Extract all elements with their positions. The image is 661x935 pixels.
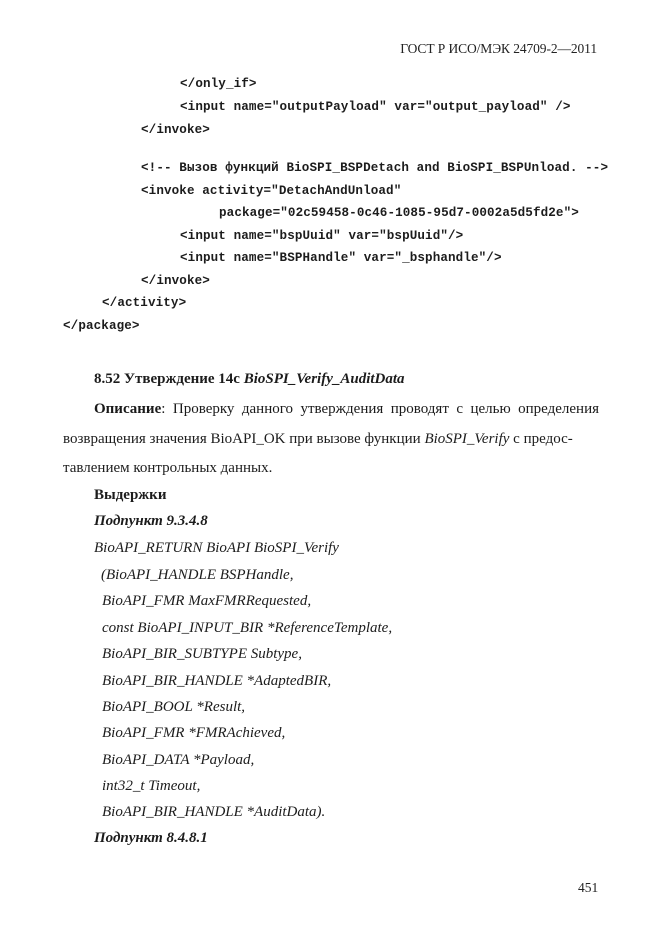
code-line: <invoke activity="DetachAndUnload" — [141, 184, 402, 198]
code-line: </invoke> — [141, 123, 210, 137]
description-text: с предос- — [509, 431, 573, 447]
code-line: package="02c59458-0c46-1085-95d7-0002a5d5fd2e"> — [219, 206, 579, 220]
description-paragraph-line-3: тавлением контрольных данных. — [63, 460, 273, 476]
description-paragraph-line-2 — [63, 430, 599, 448]
code-line: <input name="outputPayload" var="output_payload" /> — [180, 100, 571, 114]
subclause-heading: Подпункт 8.4.8.1 — [94, 830, 208, 846]
description-label: Описание — [94, 401, 162, 417]
description-paragraph-line-1 — [94, 400, 599, 418]
signature-line: BioAPI_FMR *FMRAchieved, — [102, 725, 286, 741]
code-line: <input name="BSPHandle" var="_bsphandle"/> — [180, 251, 502, 265]
signature-line: BioAPI_DATA *Payload, — [102, 752, 255, 768]
function-name: BioSPI_Verify — [424, 431, 510, 447]
signature-line: const BioAPI_INPUT_BIR *ReferenceTemplate, — [102, 620, 393, 636]
signature-line: BioAPI_BIR_HANDLE *AdaptedBIR, — [102, 673, 332, 689]
code-line: <input name="bspUuid" var="bspUuid"/> — [180, 229, 464, 243]
code-comment: <!-- Вызов функций BioSPI_BSPDetach and BioSPI_BSPUnload. --> — [141, 161, 609, 175]
document-header: ГОСТ Р ИСО/МЭК 24709-2—2011 — [400, 41, 597, 56]
signature-line: BioAPI_BIR_SUBTYPE Subtype, — [102, 646, 302, 662]
code-line: </package> — [63, 319, 140, 333]
page-number: 451 — [578, 880, 599, 895]
section-number: 8.52 — [94, 371, 121, 387]
signature-line: BioAPI_RETURN BioAPI BioSPI_Verify — [94, 540, 339, 556]
code-line: </only_if> — [180, 77, 257, 91]
excerpts-label: Выдержки — [94, 487, 167, 503]
code-line: </invoke> — [141, 274, 210, 288]
section-title-prefix: Утверждение 14с — [124, 371, 240, 387]
signature-line: (BioAPI_HANDLE BSPHandle, — [101, 567, 294, 583]
description-text: возвращения значения BioAPI_OK при вызове функции — [63, 431, 425, 447]
signature-line: BioAPI_BIR_HANDLE *AuditData). — [102, 804, 326, 820]
signature-line: BioAPI_FMR MaxFMRRequested, — [102, 593, 312, 609]
section-heading — [94, 370, 405, 388]
subclause-heading: Подпункт 9.3.4.8 — [94, 513, 208, 529]
description-text: : Проверку данного утверждения проводят с целью определения — [161, 401, 599, 417]
signature-line: BioAPI_BOOL *Result, — [102, 699, 246, 715]
section-title-name: BioSPI_Verify_AuditData — [243, 371, 405, 387]
code-line: </activity> — [102, 296, 187, 310]
signature-line: int32_t Timeout, — [102, 778, 201, 794]
